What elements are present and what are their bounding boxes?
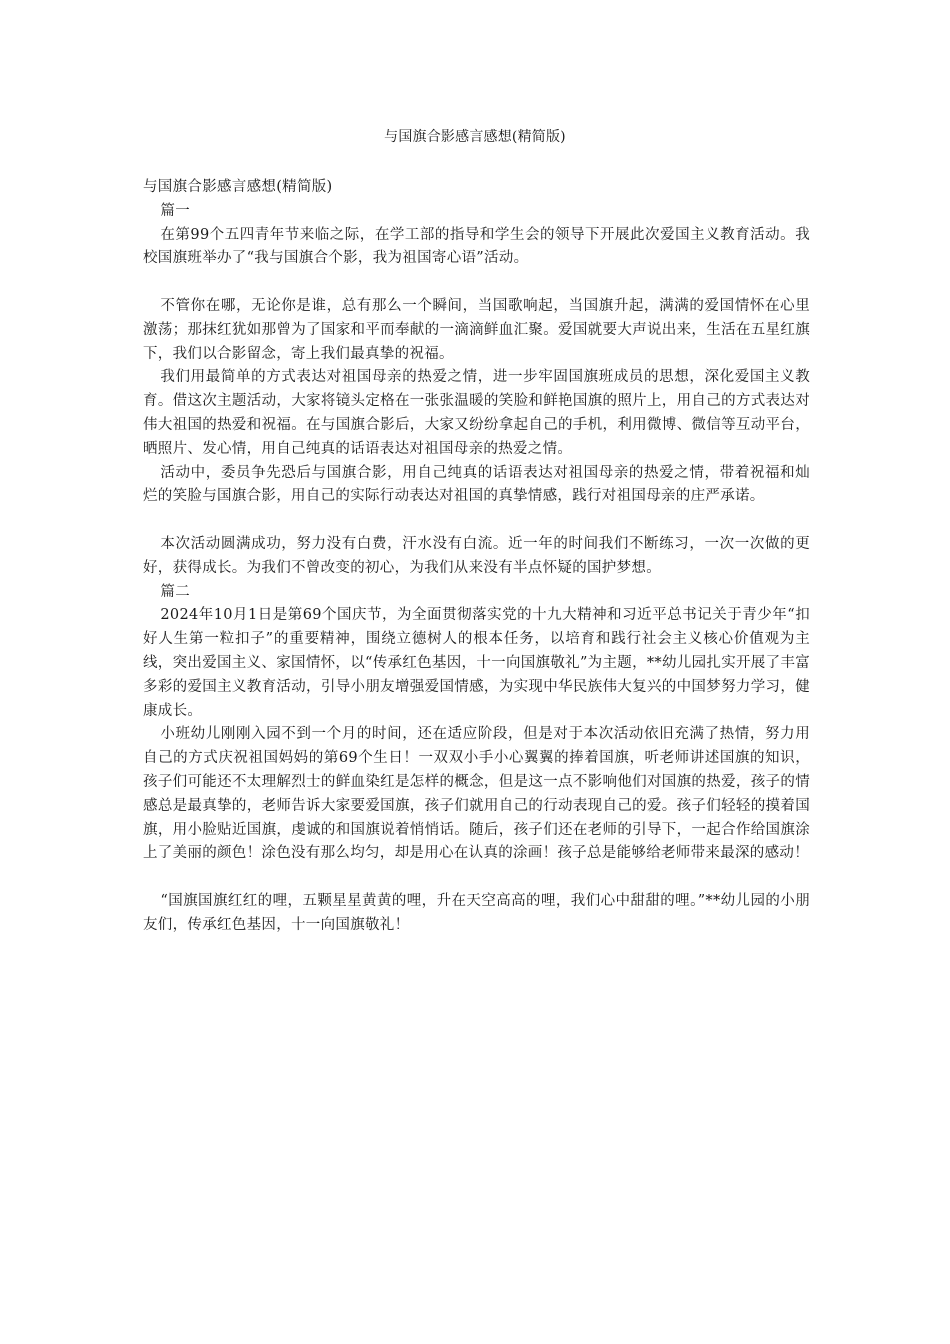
paragraph: 不管你在哪，无论你是谁，总有那么一个瞬间，当国歌响起，当国旗升起，满满的爱国情怀在心里激荡；那抹红犹如那曾为了国家和平而奉献的一滴滴鲜血汇聚。爱国就要大声说出来，生活在五星红旗下，我们以合影留念，寄上我们最真挚的祝福。 — [143, 297, 810, 362]
paragraph-gap — [143, 509, 810, 533]
paragraph-gap — [143, 866, 810, 890]
section-label-1: 篇一 — [160, 202, 190, 219]
paragraph: 2024年10月1日是第69个国庆节，为全面贯彻落实党的十九大精神和习近平总书记关于青少年“扣好人生第一粒扣子”的重要精神，围绕立德树人的根本任务，以培育和践行社会主义核心价值观为主线，突出爱国主义、家国情怀，以“传承红色基因，十一向国旗敬礼”为主题，**幼儿园扎实开展了丰富多彩的爱国主义教育活动，引导小朋友增强爱国情感，为实现中华民族伟大复兴的中国梦努力学习，健康成长。 — [143, 607, 810, 719]
document-title: 与国旗合影感言感想(精简版) — [384, 129, 566, 145]
paragraph-gap — [143, 271, 810, 295]
document-subtitle: 与国旗合影感言感想(精简版) — [143, 179, 333, 195]
document-body — [143, 176, 810, 938]
section-label-2: 篇二 — [160, 583, 190, 600]
paragraph: 活动中，委员争先恐后与国旗合影，用自己纯真的话语表达对祖国母亲的热爱之情，带着祝福和灿烂的笑脸与国旗合影，用自己的实际行动表达对祖国的真挚情感，践行对祖国母亲的庄严承诺。 — [143, 464, 810, 505]
paragraph: 本次活动圆满成功，努力没有白费，汗水没有白流。近一年的时间我们不断练习，一次一次做的更好，获得成长。为我们不曾改变的初心，为我们从来没有半点怀疑的国护梦想。 — [143, 535, 810, 576]
paragraph: 我们用最简单的方式表达对祖国母亲的热爱之情，进一步牢固国旗班成员的思想，深化爱国主义教育。借这次主题活动，大家将镜头定格在一张张温暖的笑脸和鲜艳国旗的照片上，用自己的方式表达对伟大祖国的热爱和祝福。在与国旗合影后，大家又纷纷拿起自己的手机，利用微博、微信等互动平台，晒照片、发心情，用自己纯真的话语表达对祖国母亲的热爱之情。 — [143, 369, 810, 457]
paragraph: 在第99个五四青年节来临之际，在学工部的指导和学生会的领导下开展此次爱国主义教育活动。我校国旗班举办了“我与国旗合个影，我为祖国寄心语”活动。 — [143, 226, 810, 267]
paragraph: 小班幼儿刚刚入园不到一个月的时间，还在适应阶段，但是对于本次活动依旧充满了热情，努力用自己的方式庆祝祖国妈妈的第69个生日！一双双小手小心翼翼的捧着国旗，听老师讲述国旗的知识，孩子们可能还不太理解烈士的鲜血染红是怎样的概念，但是这一点不影响他们对国旗的热爱，孩子的情感总是最真挚的，老师告诉大家要爱国旗，孩子们就用自己的行动表现自己的爱。孩子们轻轻的摸着国旗，用小脸贴近国旗，虔诚的和国旗说着悄悄话。随后，孩子们还在老师的引导下，一起合作给国旗涂上了美丽的颜色！涂色没有那么均匀，却是用心在认真的涂画！孩子总是能够给老师带来最深的感动！ — [143, 726, 810, 862]
paragraph: “国旗国旗红红的哩，五颗星星黄黄的哩，升在天空高高的哩，我们心中甜甜的哩。”**幼儿园的小朋友们，传承红色基因，十一向国旗敬礼！ — [143, 892, 810, 933]
